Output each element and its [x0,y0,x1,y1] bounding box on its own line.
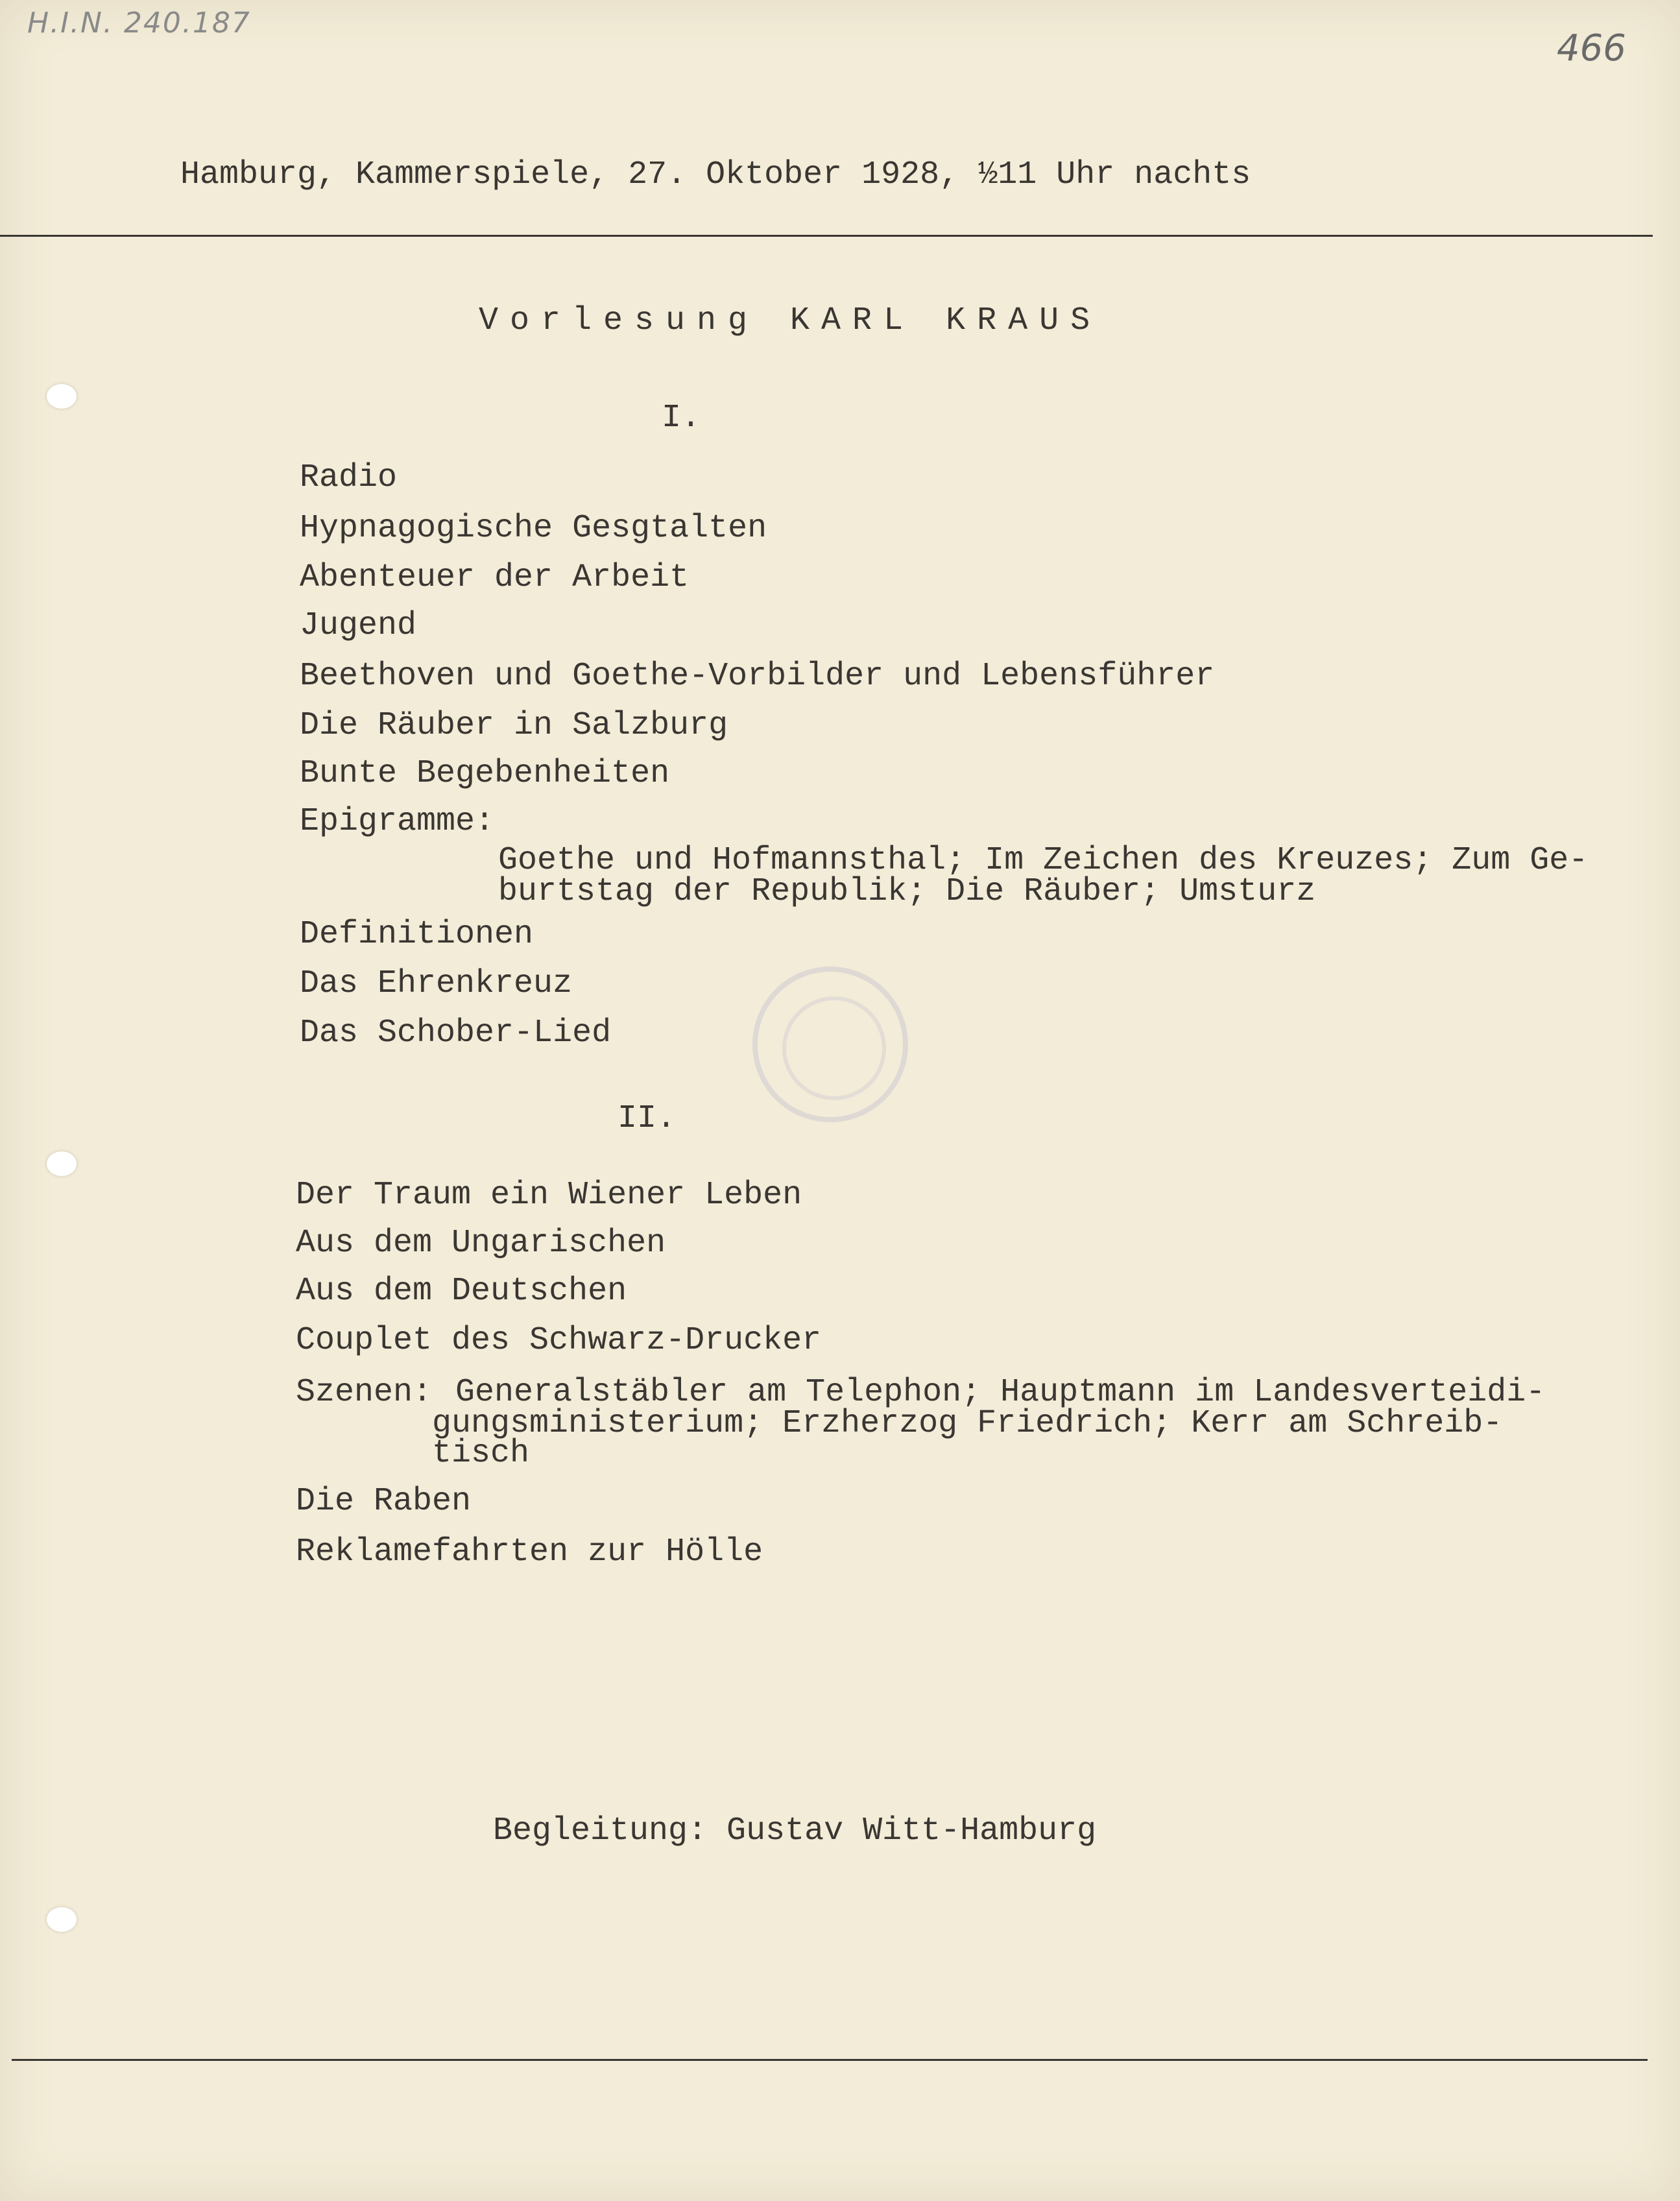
top-rule [0,235,1653,237]
program-item: Beethoven und Goethe-Vorbilder und Lebensführer [300,658,1215,695]
page-title: Vorlesung KARL KRAUS [479,302,1102,339]
punch-hole [47,1907,77,1932]
folio-number: 466 [1557,27,1626,69]
program-item: Der Traum ein Wiener Leben [296,1177,802,1214]
section-numeral-two: II. [618,1100,677,1137]
program-item: Das Ehrenkreuz [300,965,573,1002]
program-item: Aus dem Deutschen [296,1273,627,1310]
program-item: Definitionen [300,916,534,953]
bottom-rule [12,2059,1648,2061]
program-item: Jugend [300,607,417,644]
archive-number: H.I.N. 240.187 [27,6,251,40]
program-item: Bunte Begebenheiten [300,755,670,792]
program-item: Couplet des Schwarz-Drucker [296,1322,822,1359]
program-item: Die Raben [296,1483,472,1520]
szenen-detail: Generalstäbler am Telephon; Hauptmann im Landesverteidi- [455,1374,1546,1411]
szenen-detail: tisch [432,1435,530,1472]
punch-hole [47,1151,77,1176]
epigramme-detail: Goethe und Hofmannsthal; Im Zeichen des Kreuzes; Zum Ge- [498,842,1589,879]
program-item: Das Schober-Lied [300,1015,612,1052]
accompaniment-line: Begleitung: Gustav Witt-Hamburg [493,1812,1097,1849]
szenen-label: Szenen: [296,1374,433,1411]
program-item: Radio [300,459,398,496]
program-item: Aus dem Ungarischen [296,1225,666,1262]
szenen-detail: gungsministerium; Erzherzog Friedrich; Kerr am Schreib- [432,1405,1503,1442]
program-item: Abenteuer der Arbeit [300,559,690,596]
header-line: Hamburg, Kammerspiele, 27. Oktober 1928, ½11 Uhr nachts [180,156,1251,193]
program-item: Die Räuber in Salzburg [300,707,728,744]
program-item-epigramme: Epigramme: [300,803,495,840]
library-stamp [752,967,908,1122]
epigramme-detail: burtstag der Republik; Die Räuber; Umsturz [498,873,1316,910]
program-item: Reklamefahrten zur Hölle [296,1533,763,1570]
punch-hole [47,384,77,409]
program-item: Hypnagogische Gesgtalten [300,510,767,547]
section-numeral-one: I. [662,400,701,437]
